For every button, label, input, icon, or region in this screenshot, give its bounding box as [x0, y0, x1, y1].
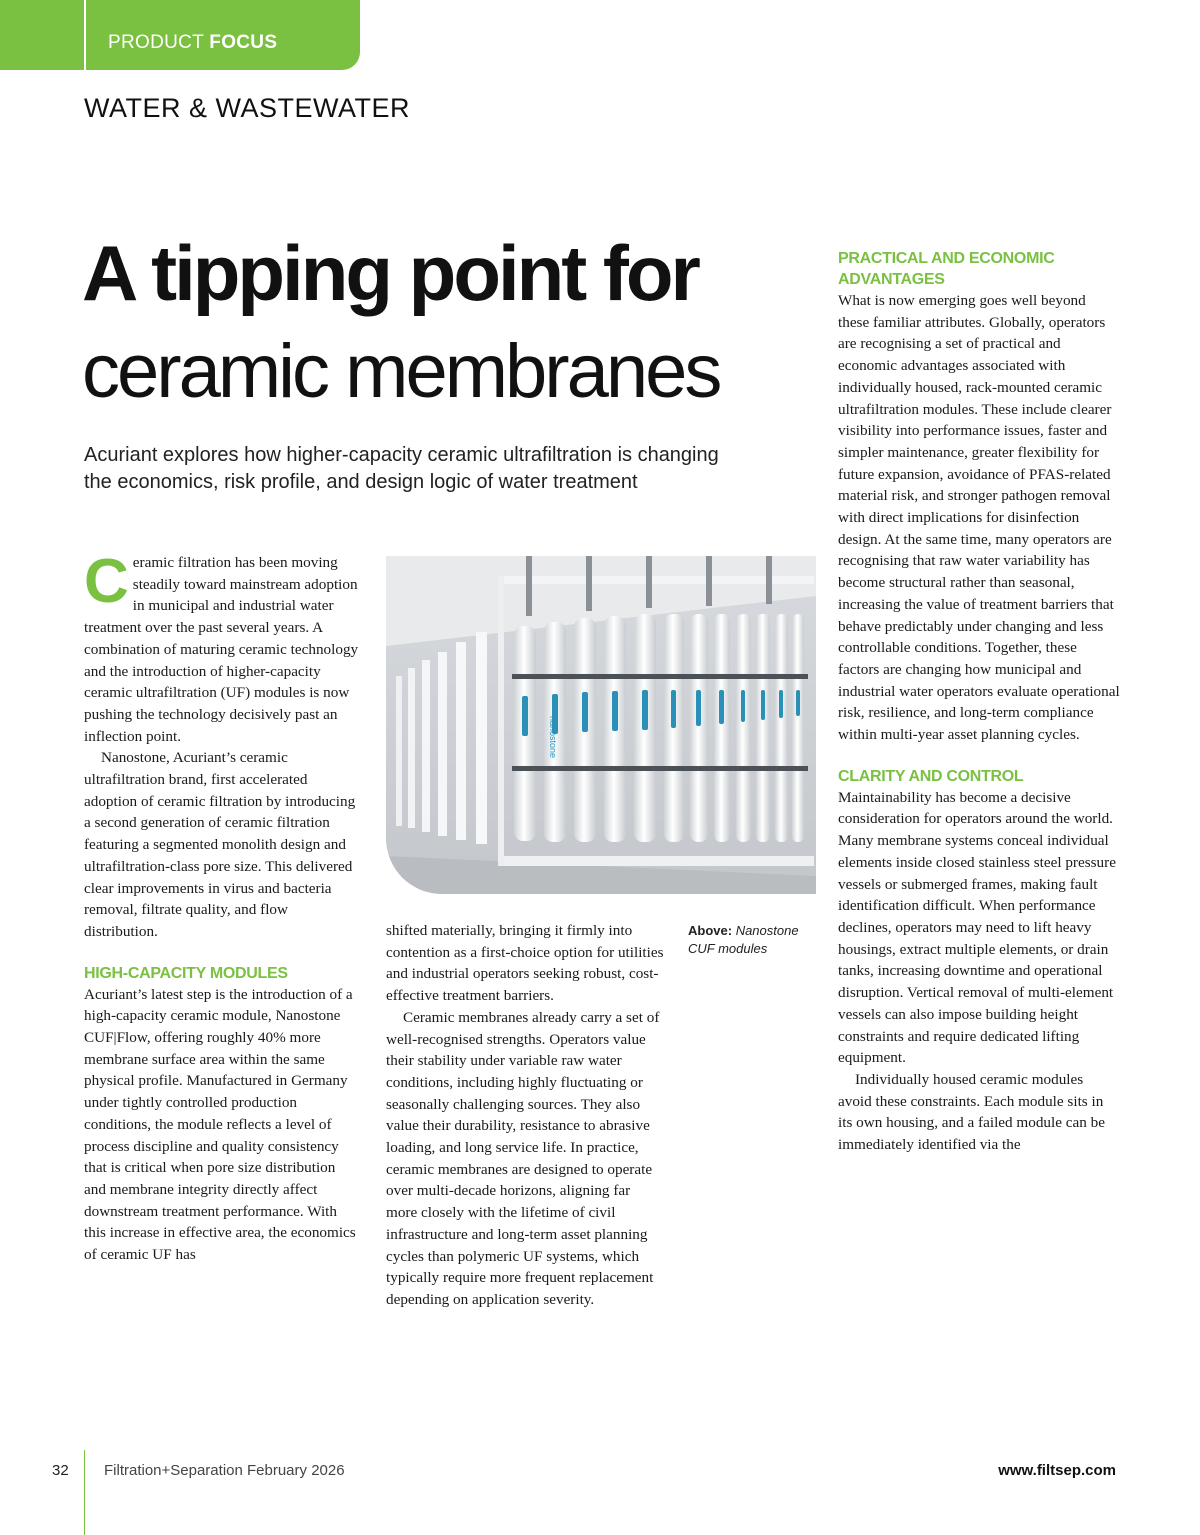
- caption-prefix: Above:: [688, 923, 733, 938]
- tab-label-prefix: PRODUCT: [108, 32, 204, 53]
- article-column-2: [386, 920, 664, 1311]
- paragraph: What is now emerging goes well beyond these familiar attributes. Globally, operators are recognising a set of practical and economic advantages associated with individually housed, rack-mounted ceramic ultrafiltration modules. These include clearer visibility into performance issues, faster and simpler maintenance, greater flexibility for future expansion, avoidance of PFAS-related material risk, and stronger pathogen removal with direct implications for disinfection design. At the same time, many operators are recognising that raw water variability has become structural rather than seasonal, increasing the value of treatment barriers that behave predictably under changing and less controllable conditions. Together, these factors are changing how municipal and industrial water operators evaluate operational risk, resilience, and long-term compliance within multi-year asset planning cycles.: [838, 292, 1120, 744]
- footer-divider: [84, 1450, 85, 1535]
- tab-divider: [84, 0, 86, 70]
- paragraph: Acuriant’s latest step is the introduction of a high-capacity ceramic module, Nanostone CUF|Flow, offering roughly 40% more membrane surface area within the same physical profile. Manufactured in Germany under tightly controlled production conditions, the module reflects a level of process discipline and quality consistency that is critical when pore size distribution and membrane integrity directly affect downstream treatment performance. With this increase in effective area, the economics of ceramic UF has: [84, 985, 356, 1264]
- paragraph: shifted materially, bringing it firmly into contention as a first-choice option for utilities and industrial operators seeking robust, cost-effective treatment barriers.: [386, 922, 664, 1005]
- paragraph: [84, 547, 360, 747]
- paragraph: Maintainability has become a decisive consideration for operators around the world. Many membrane systems conceal individual elements inside closed stainless steel pressure vessels or submerged frames, making fault identification difficult. When performance declines, operators may need to lift heavy housings, extract multiple elements, or drain tanks, increasing downtime and operational disruption. Vertical removal of multi-element vessels can also impose building height constraints and require dedicated lifting equipment.: [838, 788, 1116, 1067]
- subheading-practical-advantages: PRACTICAL AND ECONOMIC ADVANTAGES: [838, 250, 1055, 288]
- website-url: www.filtsep.com: [998, 1462, 1116, 1479]
- drop-cap: C: [84, 547, 129, 616]
- paragraph-text: eramic filtration has been moving steadily toward mainstream adoption in municipal and industrial water treatment over the past several years. A combination of maturing ceramic technology and the introduction of higher-capacity ceramic ultrafiltration (UF) modules is now pushing the technology decisively past an inflection point.: [84, 554, 359, 745]
- tab-label: [108, 32, 277, 54]
- headline-line-2: ceramic membranes: [82, 329, 720, 414]
- paragraph: Ceramic membranes already carry a set of well-recognised strengths. Operators value their stability under variable raw water conditions, including highly fluctuating or seasonally challenging sources. They also value their durability, resistance to abrasive loading, and long service life. In practice, ceramic membranes are designed to operate over multi-decade horizons, aligning far more closely with the lifetime of civil infrastructure and long-term asset planning cycles than polymeric UF systems, which typically require more frequent replacement depending on application severity.: [386, 1008, 660, 1308]
- subheading-clarity-control: CLARITY AND CONTROL: [838, 767, 1024, 785]
- publication-name: Filtration+Separation February 2026: [104, 1462, 345, 1479]
- paragraph: Nanostone, Acuriant’s ceramic ultrafiltration brand, first accelerated adoption of ceramic filtration by introducing a second generation of ceramic filtration featuring a segmented monolith design and ultrafiltration-class pore size. This delivered clear improvements in virus and bacteria removal, filtrate quality, and flow distribution.: [84, 749, 356, 940]
- tab-label-bold: FOCUS: [209, 32, 278, 53]
- photo-nanostone-modules: [386, 556, 816, 894]
- section-tab: [0, 0, 360, 70]
- paragraph: Individually housed ceramic modules avoid these constraints. Each module sits in its own housing, and a failed module can be immediately identified via the: [838, 1070, 1105, 1154]
- headline-line-1: A tipping point for: [82, 229, 698, 317]
- photo-illustration: [386, 556, 816, 894]
- article-column-1: [84, 547, 360, 1266]
- subheading-high-capacity: HIGH-CAPACITY MODULES: [84, 964, 288, 982]
- photo-caption: [688, 922, 808, 958]
- standfirst: Acuriant explores how higher-capacity ceramic ultrafiltration is changing the economics, risk profile, and design logic of water treatment: [84, 444, 719, 493]
- module-label: nanostone: [548, 716, 558, 759]
- caption-text: Nanostone CUF modules: [688, 923, 799, 956]
- page-number: 32: [52, 1462, 69, 1479]
- article-column-3: [838, 248, 1120, 1156]
- section-label: WATER & WASTEWATER: [84, 93, 410, 123]
